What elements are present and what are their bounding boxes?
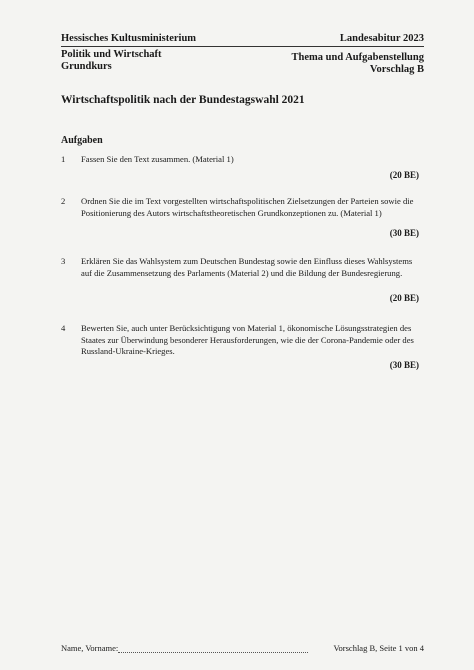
name-label: Name, Vorname: [61,643,119,653]
page-info: Vorschlag B, Seite 1 von 4 [333,643,424,653]
task-number: 3 [61,256,66,266]
ministry-name: Hessisches Kultusministerium [61,33,197,44]
task-number: 1 [61,154,66,164]
exam-title: Landesabitur 2023 [339,33,424,44]
task-number: 2 [61,196,66,206]
task-text: Erklären Sie das Wahlsystem zum Deutschen Bundestag sowie den Einfluss dieses Wahlsystems auf die Zusammensetzung des Parlaments (Material 2) und die Bildung der Bundesregierung. [81,256,413,278]
task-item [61,154,419,166]
task-points: (30 BE) [389,360,419,370]
course-level: Grundkurs [61,61,112,72]
subject-name: Politik und Wirtschaft [61,49,162,60]
section-name: Thema und Aufgabenstellung [291,52,424,63]
name-input-line[interactable] [118,652,308,653]
task-points: (20 BE) [389,170,419,180]
task-text: Bewerten Sie, auch unter Berücksichtigung von Material 1, ökonomische Lösungsstrategien des Staates zur Überwindung besonderer Herausforderungen, wie die der Corona-Pandemie oder des Russland-Ukraine-Krieges. [81,323,414,356]
task-text: Ordnen Sie die im Text vorgestellten wirtschaftspolitischen Zielsetzungen der Parteien sowie die Positionierung des Autors wirtschaftstheoretischen Grundkonzeptionen zu. (Material 1) [81,196,414,218]
task-points: (20 BE) [389,293,419,303]
task-points: (30 BE) [389,228,419,238]
task-item [61,323,419,358]
document-title: Wirtschaftspolitik nach der Bundestagswahl 2021 [61,94,305,106]
task-text: Fassen Sie den Text zusammen. (Material 1) [81,154,234,164]
task-item [61,196,419,219]
header-rule [61,46,424,47]
task-number: 4 [61,323,66,333]
tasks-heading: Aufgaben [61,135,103,146]
variant-label: Vorschlag B [369,64,424,75]
task-item [61,256,419,279]
